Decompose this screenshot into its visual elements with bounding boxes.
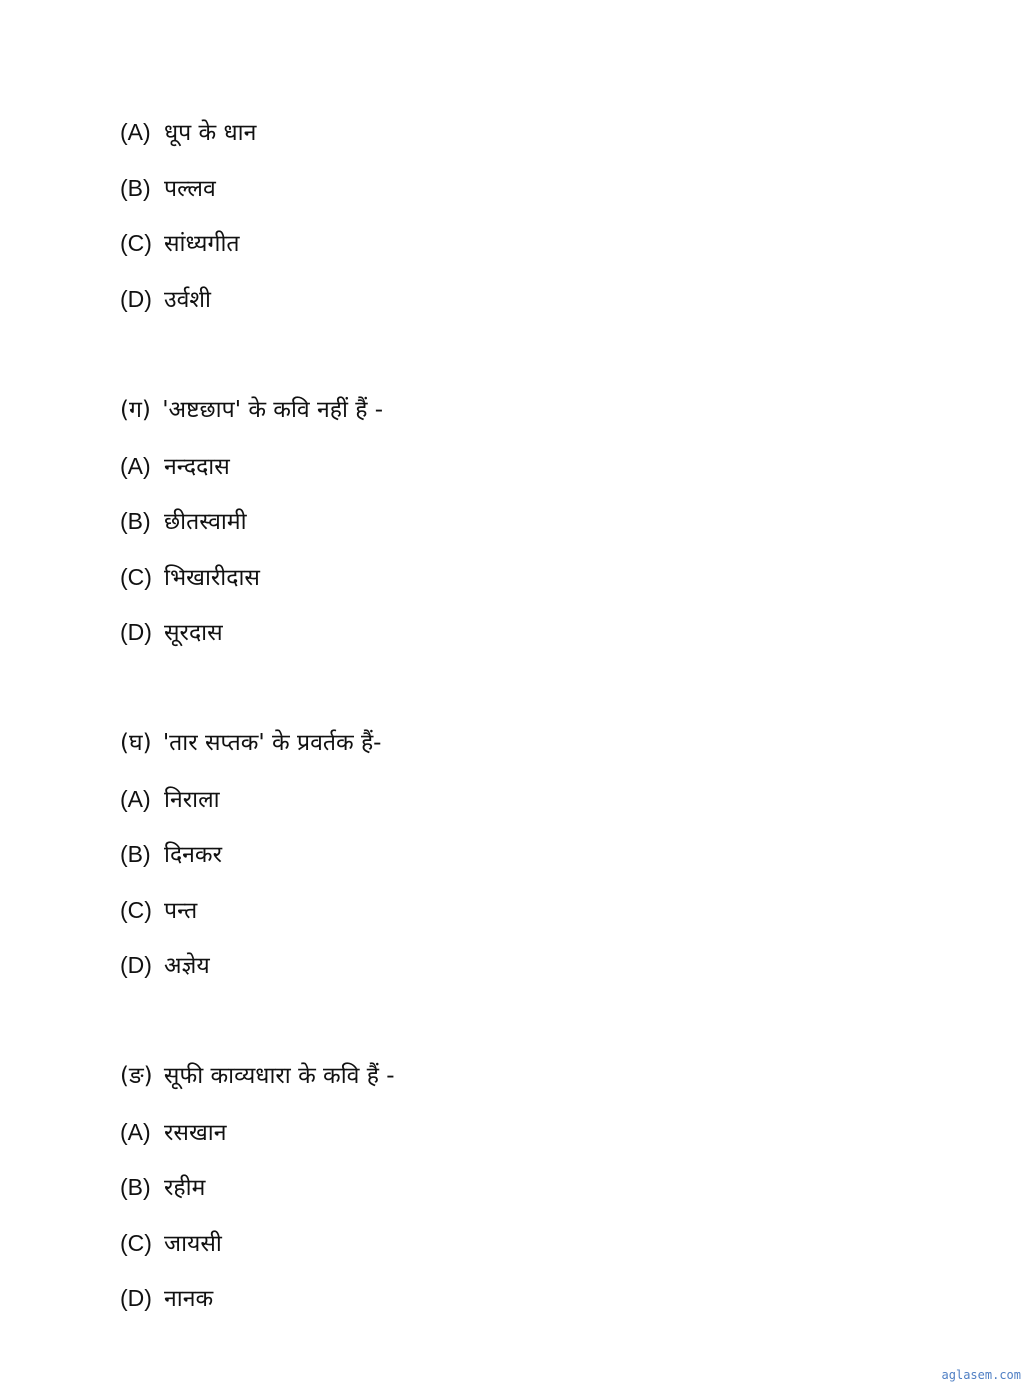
option-text: नानक xyxy=(164,1286,214,1312)
option-letter: (C) xyxy=(120,564,152,590)
option-a xyxy=(120,784,220,815)
question-text: 'अष्टछाप' के कवि नहीं हैं - xyxy=(162,397,384,423)
option-text: भिखारीदास xyxy=(164,565,260,591)
option-letter: (D) xyxy=(120,619,152,645)
option-a xyxy=(120,451,230,482)
option-text: धूप के धान xyxy=(164,120,257,146)
option-letter: (A) xyxy=(120,1119,151,1145)
question-label: (ङ) xyxy=(120,1063,153,1089)
option-text: रहीम xyxy=(164,1175,206,1201)
option-letter: (D) xyxy=(120,952,152,978)
option-letter: (B) xyxy=(120,175,151,201)
option-text: अज्ञेय xyxy=(164,953,210,979)
option-text: छीतस्वामी xyxy=(164,509,247,535)
option-text: नन्ददास xyxy=(164,454,230,480)
option-text: पन्त xyxy=(164,898,198,924)
option-a xyxy=(120,117,256,148)
option-d xyxy=(120,950,210,981)
option-text: सांध्यगीत xyxy=(164,231,240,257)
option-letter: (C) xyxy=(120,897,152,923)
option-text: दिनकर xyxy=(164,842,223,868)
option-c xyxy=(120,1228,222,1259)
option-text: पल्लव xyxy=(164,176,216,202)
option-c xyxy=(120,895,197,926)
option-letter: (C) xyxy=(120,1230,152,1256)
option-letter: (A) xyxy=(120,786,151,812)
option-b xyxy=(120,1172,205,1203)
question-ga xyxy=(120,395,383,425)
option-letter: (B) xyxy=(120,508,151,534)
option-letter: (B) xyxy=(120,1174,151,1200)
option-text: सूरदास xyxy=(164,620,223,646)
question-gha xyxy=(120,728,381,758)
option-d xyxy=(120,617,223,648)
question-text: 'तार सप्तक' के प्रवर्तक हैं- xyxy=(162,730,382,756)
question-text: सूफी काव्यधारा के कवि हैं - xyxy=(163,1063,395,1089)
option-b xyxy=(120,173,216,204)
option-letter: (A) xyxy=(120,119,151,145)
question-label: (घ) xyxy=(120,730,152,756)
option-c xyxy=(120,228,240,259)
option-d xyxy=(120,284,211,315)
option-b xyxy=(120,506,247,537)
option-letter: (B) xyxy=(120,841,151,867)
option-text: रसखान xyxy=(164,1120,227,1146)
option-c xyxy=(120,562,260,593)
option-letter: (D) xyxy=(120,1285,152,1311)
option-b xyxy=(120,839,222,870)
option-letter: (D) xyxy=(120,286,152,312)
option-letter: (C) xyxy=(120,230,152,256)
option-text: उर्वशी xyxy=(164,287,211,313)
watermark: aglasem.com xyxy=(941,1368,1021,1382)
option-letter: (A) xyxy=(120,453,151,479)
option-a xyxy=(120,1117,227,1148)
option-text: जायसी xyxy=(164,1231,222,1257)
question-label: (ग) xyxy=(120,397,151,423)
option-text: निराला xyxy=(164,787,220,813)
question-nga xyxy=(120,1061,395,1091)
option-d xyxy=(120,1283,213,1314)
